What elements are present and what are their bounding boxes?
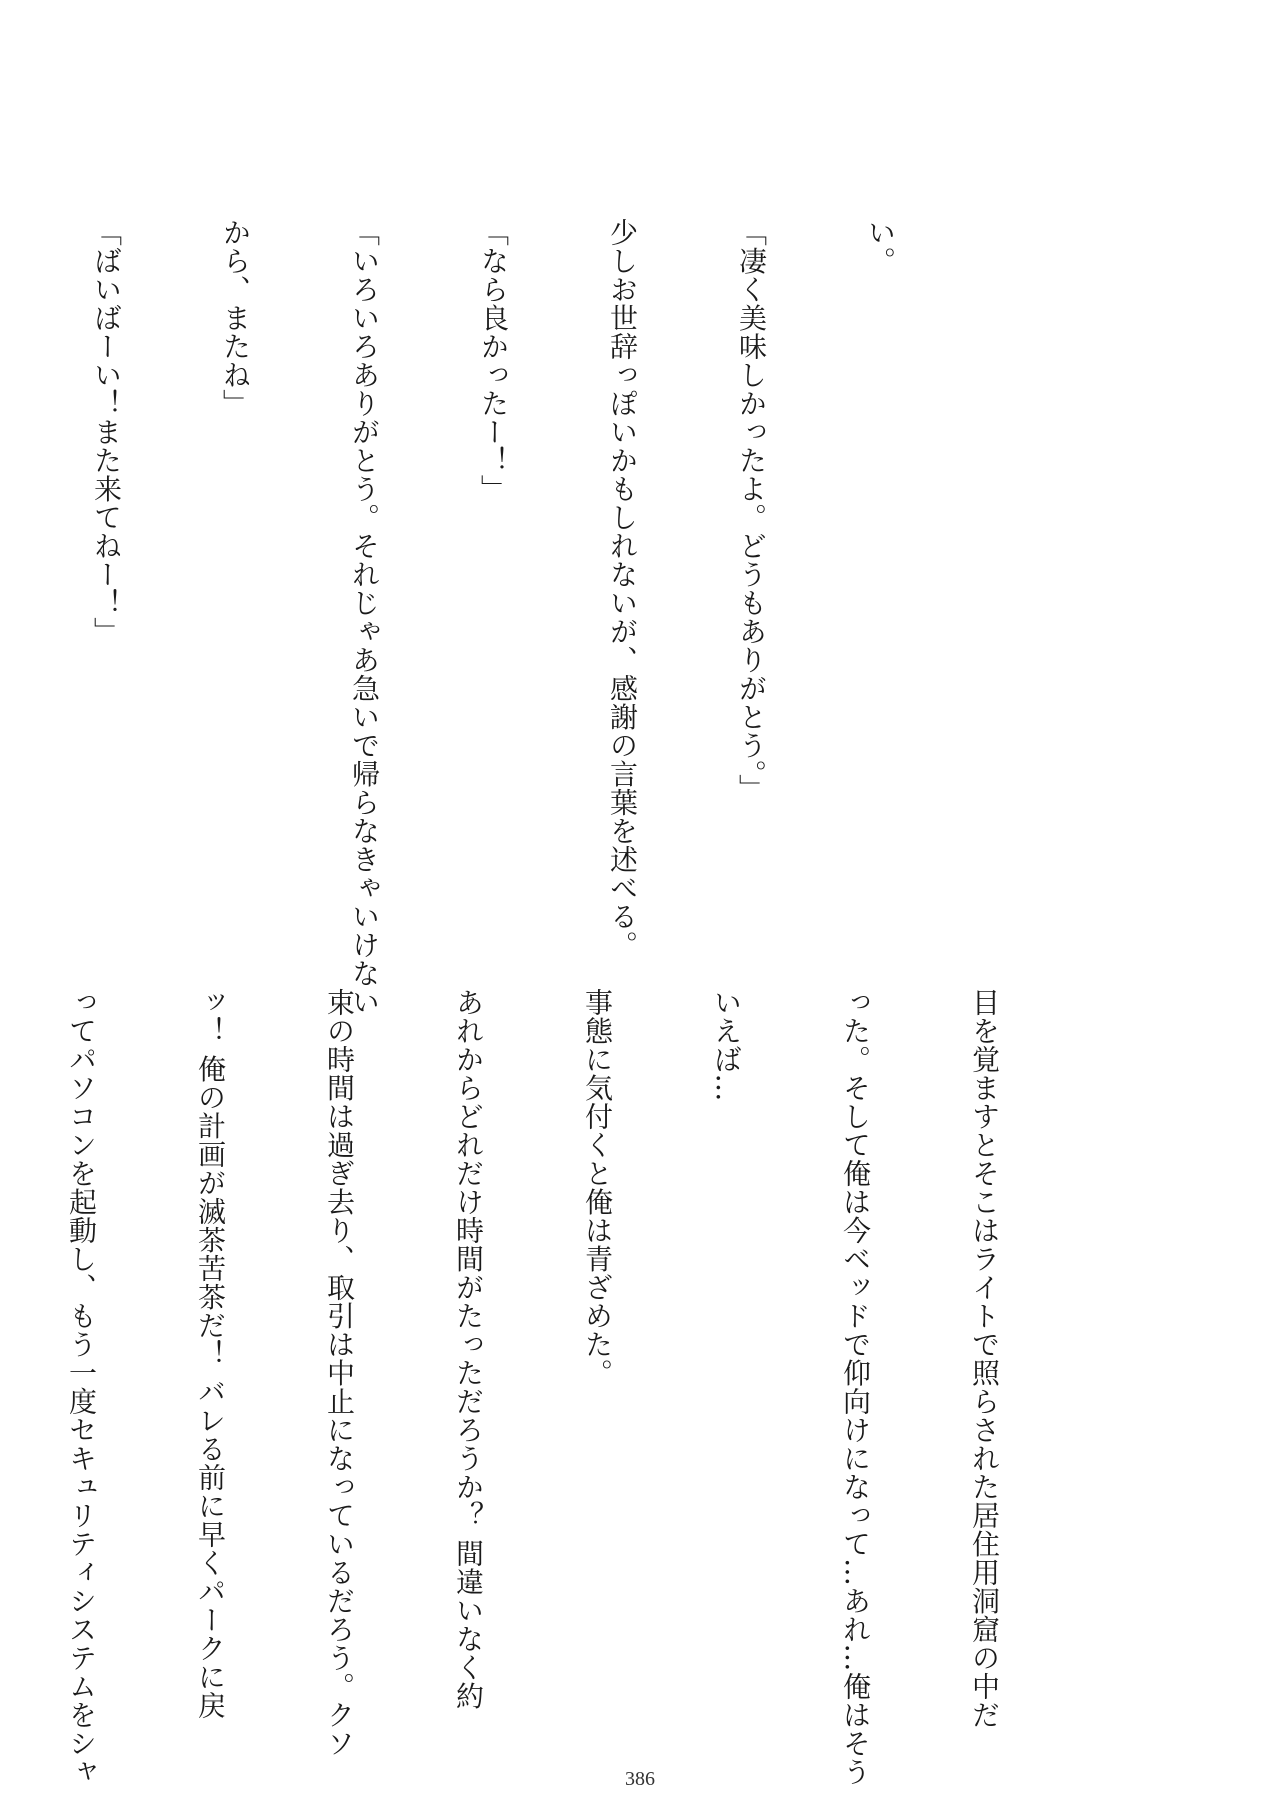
text-line: 「ばいばーい！また来てねー！」 [90,218,123,646]
text-line: 「なら良かったー！」 [477,218,510,503]
text-line: い。 [864,218,897,275]
text-line: 「いろいろありがとう。それじゃあ急いで帰らなきゃいけない [348,218,381,1016]
text-line: 束の時間は過ぎ去り、取引は中止になっているだろう。クソ [323,988,356,1758]
text-line: 目を覚ますとそこはライトで照らされた居住用洞窟の中だ [968,988,1001,1729]
text-line: 「凄く美味しかったよ。どうもありがとう。」 [735,218,768,803]
text-line: から、またね」 [219,218,252,418]
text-line: いえば… [710,988,743,1102]
upper-text-block [0,218,988,1016]
text-line: 少しお世辞っぽいかもしれないが、感謝の言葉を述べる。 [606,218,639,959]
page-number: 386 [625,1768,655,1790]
text-line: ッ！ 俺の計画が滅茶苦茶だ！ バレる前に早くパークに戻 [194,988,227,1720]
text-line: った。そして俺は今ベッドで仰向けになって…あれ…俺はそう [839,988,872,1786]
text-line: あれからどれだけ時間がたっただろうか？ 間違いなく約 [452,988,485,1710]
text-line: ってパソコンを起動し、もう一度セキュリティシステムをシャ [65,988,98,1786]
text-line: 事態に気付くと俺は青ざめた。 [581,988,614,1387]
